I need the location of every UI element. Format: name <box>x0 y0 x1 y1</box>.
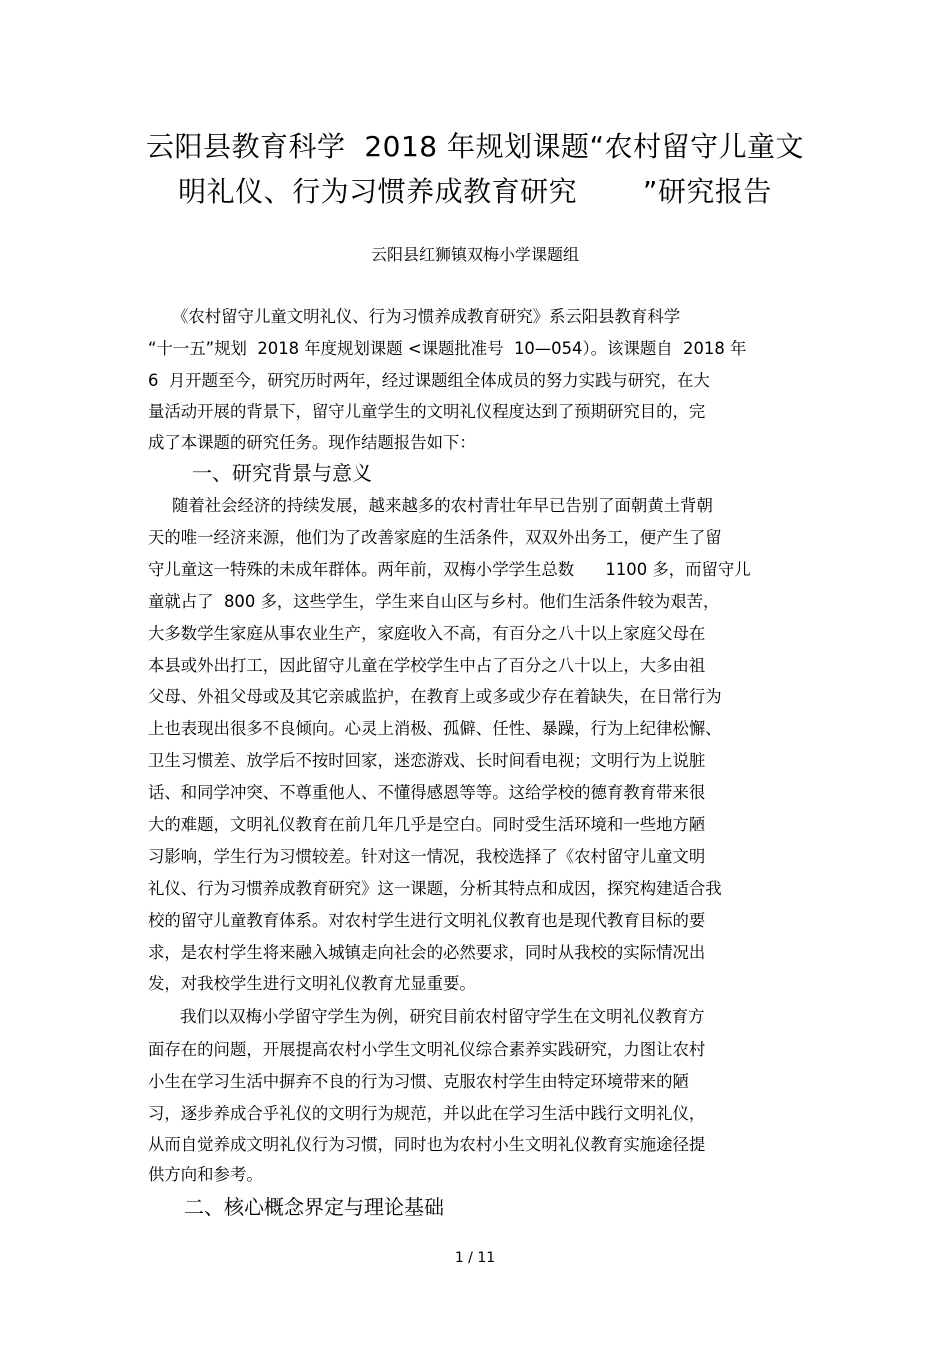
paragraph-line: 父母、外祖父母或及其它亲戚监护，在教育上或多或少存在着缺失，在日常行为 <box>148 687 722 706</box>
section-heading-concepts: 二、核心概念界定与理论基础 <box>184 1195 444 1219</box>
document-title-line-1: 云阳县教育科学 2018 年规划课题“农村留守儿童文 <box>146 130 804 163</box>
paragraph-line: 大多数学生家庭从事农业生产，家庭收入不高，有百分之八十以上家庭父母在 <box>148 624 706 643</box>
paragraph-line: 发，对我校学生进行文明礼仪教育尤显重要。 <box>148 974 476 993</box>
paragraph-line: 守儿童这一特殊的未成年群体。两年前，双梅小学学生总数 1100 多，而留守儿 <box>148 560 751 579</box>
intro-line: 6 月开题至今，研究历时两年，经过课题组全体成员的努力实践与研究，在大 <box>148 371 710 390</box>
paragraph-line: 话、和同学冲突、不尊重他人、不懂得感恩等等。这给学校的德育教育带来很 <box>148 783 706 802</box>
paragraph-line: 随着社会经济的持续发展，越来越多的农村青壮年早已告别了面朝黄土背朝 <box>172 496 713 515</box>
intro-line: 成了本课题的研究任务。现作结题报告如下： <box>148 433 476 452</box>
intro-line: 量活动开展的背景下，留守儿童学生的文明礼仪程度达到了预期研究目的，完 <box>148 402 706 421</box>
intro-line: “十一五”规划 2018 年度规划课题 <课题批准号 10—054）。该课题自 2018 年 <box>148 339 747 358</box>
paragraph-line: 大的难题，文明礼仪教育在前几年几乎是空白。同时受生活环境和一些地方陋 <box>148 815 706 834</box>
document-author: 云阳县红狮镇双梅小学课题组 <box>370 245 579 264</box>
paragraph-line: 童就占了 800 多，这些学生，学生来自山区与乡村。他们生活条件较为艰苦， <box>148 592 720 611</box>
page-number: 1 / 11 <box>454 1250 496 1266</box>
paragraph-line: 小生在学习生活中摒弃不良的行为习惯、克服农村学生由特定环境带来的陋 <box>148 1072 689 1091</box>
paragraph-line: 习，逐步养成合乎礼仪的文明行为规范，并以此在学习生活中践行文明礼仪， <box>148 1104 706 1123</box>
paragraph-line: 礼仪、行为习惯养成教育研究》这一课题，分析其特点和成因，探究构建适合我 <box>148 879 722 898</box>
intro-line: 《农村留守儿童文明礼仪、行为习惯养成教育研究》系云阳县教育科学 <box>172 307 681 326</box>
paragraph-line: 供方向和参考。 <box>148 1165 263 1184</box>
paragraph-line: 求，是农村学生将来融入城镇走向社会的必然要求，同时从我校的实际情况出 <box>148 943 706 962</box>
paragraph-line: 卫生习惯差、放学后不按时回家，迷恋游戏、长时间看电视；文明行为上说脏 <box>148 751 706 770</box>
paragraph-line: 习影响，学生行为习惯较差。针对这一情况，我校选择了《农村留守儿童文明 <box>148 847 706 866</box>
paragraph-line: 从而自觉养成文明礼仪行为习惯，同时也为农村小生文明礼仪教育实施途径提 <box>148 1135 706 1154</box>
paragraph-line: 校的留守儿童教育体系。对农村学生进行文明礼仪教育也是现代教育目标的要 <box>148 911 706 930</box>
paragraph-line: 天的唯一经济来源，他们为了改善家庭的生活条件，双双外出务工，便产生了留 <box>148 528 722 547</box>
paragraph-line: 面存在的问题，开展提高农村小学生文明礼仪综合素养实践研究，力图让农村 <box>148 1040 706 1059</box>
section-heading-background: 一、研究背景与意义 <box>192 461 372 485</box>
paragraph-line: 我们以双梅小学留守学生为例，研究目前农村留守学生在文明礼仪教育方 <box>180 1007 705 1026</box>
paragraph-line: 本县或外出打工，因此留守儿童在学校学生中占了百分之八十以上，大多由祖 <box>148 656 706 675</box>
document-title-line-2: 明礼仪、行为习惯养成教育研究 ”研究报告 <box>178 175 772 208</box>
paragraph-line: 上也表现出很多不良倾向。心灵上消极、孤僻、任性、暴躁，行为上纪律松懈、 <box>148 719 722 738</box>
